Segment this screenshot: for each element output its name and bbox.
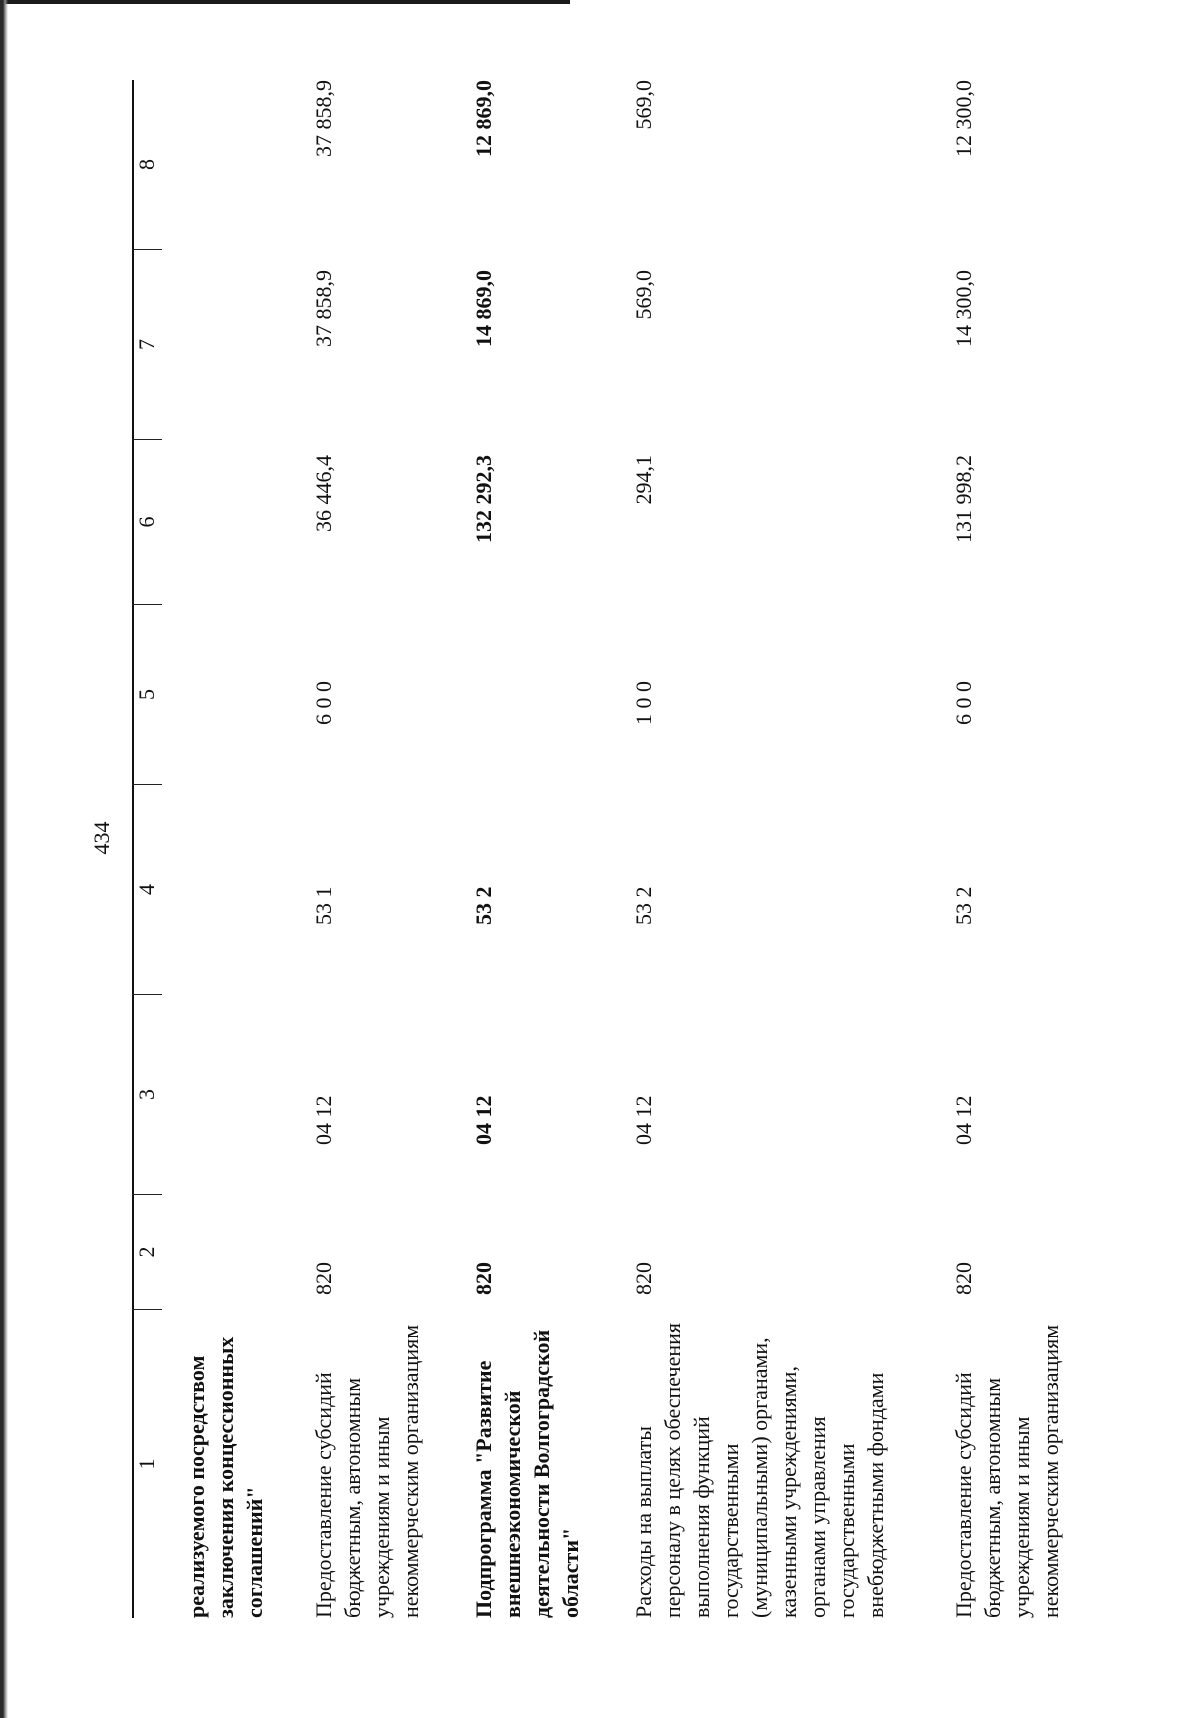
row-cell-col-6: 132 292,3 [471,455,496,543]
page-number: 434 [89,821,114,855]
row-name-line: внебюджетными фондами [863,1372,888,1618]
row-name-line: казенными учреждениями, [776,1366,801,1618]
row-name-line: государственными [834,1443,859,1618]
row-cell-col-5: 6 0 0 [311,681,336,725]
budget-table [132,80,1132,1618]
row-name-line: Подпрограмма "Развитие [471,1360,496,1618]
row-name-line: бюджетным, автономным [340,1377,365,1618]
row-cell-col-5: 1 0 0 [631,681,656,725]
row-cell-col-3: 04 12 [951,1095,976,1145]
row-cell-col-2: 820 [951,1262,976,1295]
row-cell-col-2: 820 [631,1262,656,1295]
row-name-cell [469,1303,585,1618]
row-name-line: некоммерческим организациям [1038,1324,1063,1618]
row-name-line: Расходы на выплаты [631,1425,656,1618]
row-cell-col-4: 53 2 [471,886,496,925]
row-cell-col-6: 131 998,2 [951,455,976,543]
header-col-4: 4 [132,785,162,995]
row-cell-col-2: 820 [471,1262,496,1295]
row-name-line: соглашений" [242,1486,267,1618]
row-name-line: учреждениям и иным [1009,1416,1034,1618]
row-name-cell [309,1303,425,1618]
row-cell-col-7: 37 858,9 [311,270,336,347]
row-name-line: выполнения функций [689,1416,714,1618]
row-cell-col-4: 53 2 [631,886,656,925]
row-name-line: (муниципальными) органами, [747,1337,772,1618]
row-name-line: Предоставление субсидий [311,1372,336,1618]
row-cell-col-8: 12 300,0 [951,80,976,157]
row-cell-col-6: 294,1 [631,455,656,505]
header-col-7: 7 [132,250,162,440]
row-name-line: бюджетным, автономным [980,1377,1005,1618]
row-cell-col-6: 36 446,4 [311,455,336,532]
row-name-line: учреждениям и иным [369,1416,394,1618]
row-name-line: некоммерческим организациям [398,1324,423,1618]
row-cell-col-7: 569,0 [631,270,656,320]
row-cell-col-7: 14 300,0 [951,270,976,347]
row-cell-col-3: 04 12 [631,1095,656,1145]
row-cell-col-4: 53 1 [311,886,336,925]
header-col-3: 3 [132,995,162,1195]
row-name-line: внешнеэкономической [500,1390,525,1618]
row-cell-col-8: 12 869,0 [471,80,496,157]
header-col-8: 8 [132,80,162,250]
row-cell-col-7: 14 869,0 [471,270,496,347]
row-name-line: органами управления [805,1416,830,1618]
header-col-6: 6 [132,440,162,605]
row-name-line: области" [558,1527,583,1618]
scan-top-edge [0,0,570,4]
row-name-line: заключения концессионных [213,1336,238,1618]
row-name-line: государственными [718,1443,743,1618]
row-cell-col-8: 37 858,9 [311,80,336,157]
table-header-row [132,80,162,1618]
row-name-line: реализуемого посредством [184,1355,209,1618]
scan-left-edge [0,0,8,1718]
row-name-line: персоналу в целях обеспечения [660,1322,685,1618]
row-name-cell [182,1303,269,1618]
row-cell-col-8: 569,0 [631,80,656,130]
row-cell-col-5: 6 0 0 [951,681,976,725]
header-col-5: 5 [132,605,162,785]
row-cell-col-3: 04 12 [311,1095,336,1145]
row-name-line: Предоставление субсидий [951,1372,976,1618]
row-cell-col-2: 820 [311,1262,336,1295]
row-name-line: деятельности Волгоградской [529,1329,554,1618]
row-name-cell [949,1303,1065,1618]
row-name-cell [629,1303,890,1618]
row-cell-col-3: 04 12 [471,1095,496,1145]
header-col-1: 1 [134,1458,159,1470]
row-cell-col-4: 53 2 [951,886,976,925]
header-col-2: 2 [132,1195,162,1310]
